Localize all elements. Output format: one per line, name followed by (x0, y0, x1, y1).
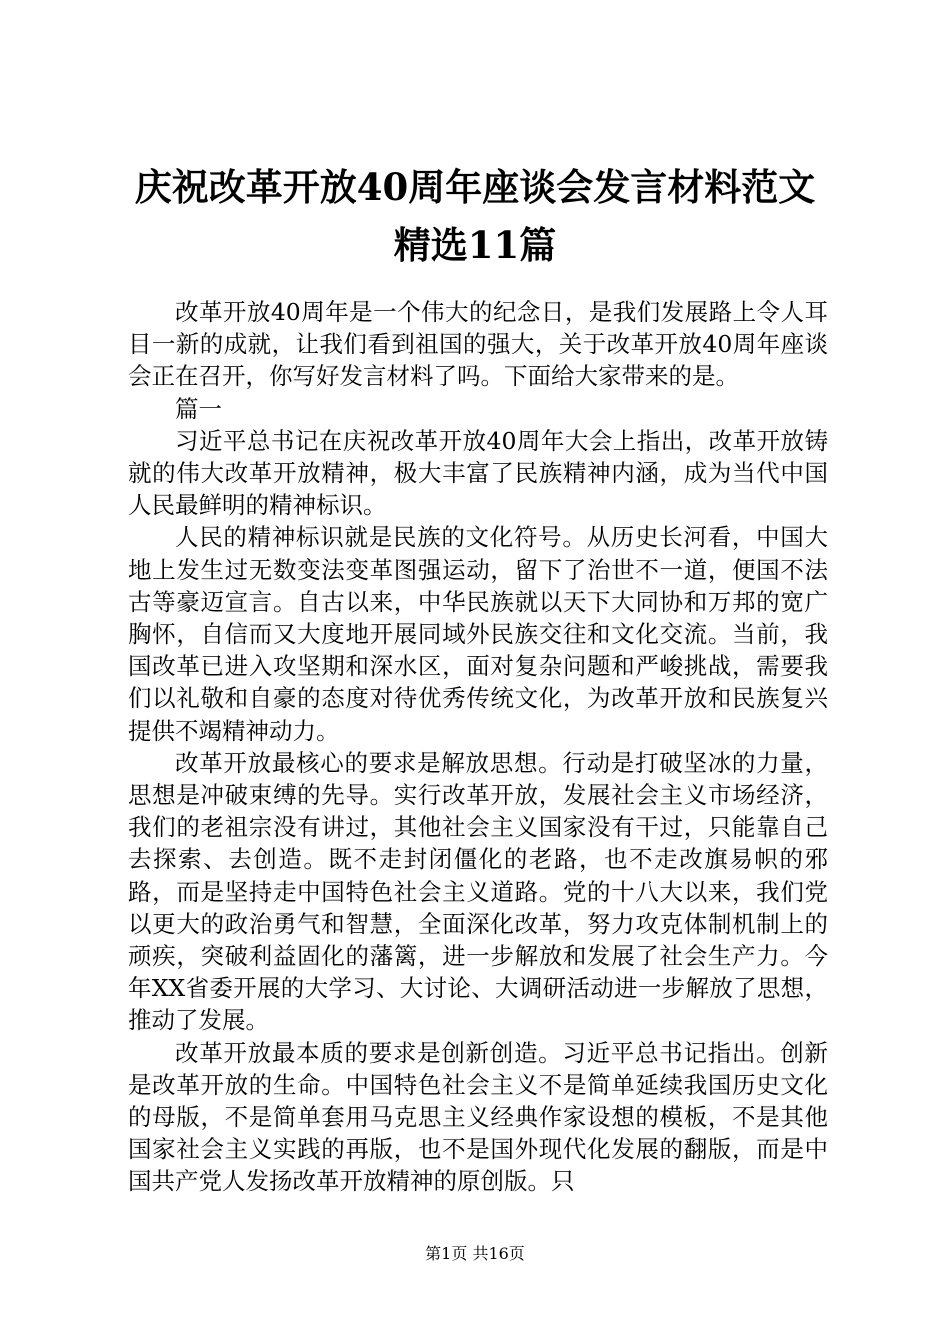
document-title: 庆祝改革开放40周年座谈会发言材料范文精选11篇 (134, 165, 816, 267)
document-body (128, 296, 828, 1198)
paragraph: 改革开放最本质的要求是创新创造。习近平总书记指出。创新是改革开放的生命。中国特色社会主义不是简单延续我国历史文化的母版，不是简单套用马克思主义经典作家设想的模板，不是其他国家社会主义实践的再版，也不是国外现代化发展的翻版，而是中国共产党人发扬改革开放精神的原创版。只 (128, 1038, 828, 1196)
page-number-footer: 第1页 共16页 (425, 1244, 525, 1263)
paragraph: 人民的精神标识就是民族的文化符号。从历史长河看，中国大地上发生过无数变法变革图强运动，留下了治世不一道，便国不法古等豪迈宣言。自古以来，中华民族就以天下大同协和万邦的宽广胸怀，自信而又大度地开展同域外民族交往和文化交流。当前，我国改革已进入攻坚期和深水区，面对复杂问题和严峻挑战，需要我们以礼敬和自豪的态度对待优秀传统文化，为改革开放和民族复兴提供不竭精神动力。 (128, 523, 828, 745)
section-heading: 篇一 (175, 394, 222, 423)
paragraph-intro: 改革开放40周年是一个伟大的纪念日，是我们发展路上令人耳目一新的成就，让我们看到祖国的强大，关于改革开放40周年座谈会正在召开，你写好发言材料了吗。下面给大家带来的是。 (128, 298, 828, 391)
paragraph: 习近平总书记在庆祝改革开放40周年大会上指出，改革开放铸就的伟大改革开放精神，极大丰富了民族精神内涵，成为当代中国人民最鲜明的精神标识。 (128, 426, 828, 520)
paragraph: 改革开放最核心的要求是解放思想。行动是打破坚冰的力量，思想是冲破束缚的先导。实行改革开放，发展社会主义市场经济，我们的老祖宗没有讲过，其他社会主义国家没有干过，只能靠自己去探索、去创造。既不走封闭僵化的老路，也不走改旗易帜的邪路，而是坚持走中国特色社会主义道路。党的十八大以来，我们党以更大的政治勇气和智慧，全面深化改革，努力攻克体制机制上的顽疾，突破利益固化的藩篱，进一步解放和发展了社会生产力。今年XX省委开展的大学习、大讨论、大调研活动进一步解放了思想，推动了发展。 (128, 748, 828, 1035)
